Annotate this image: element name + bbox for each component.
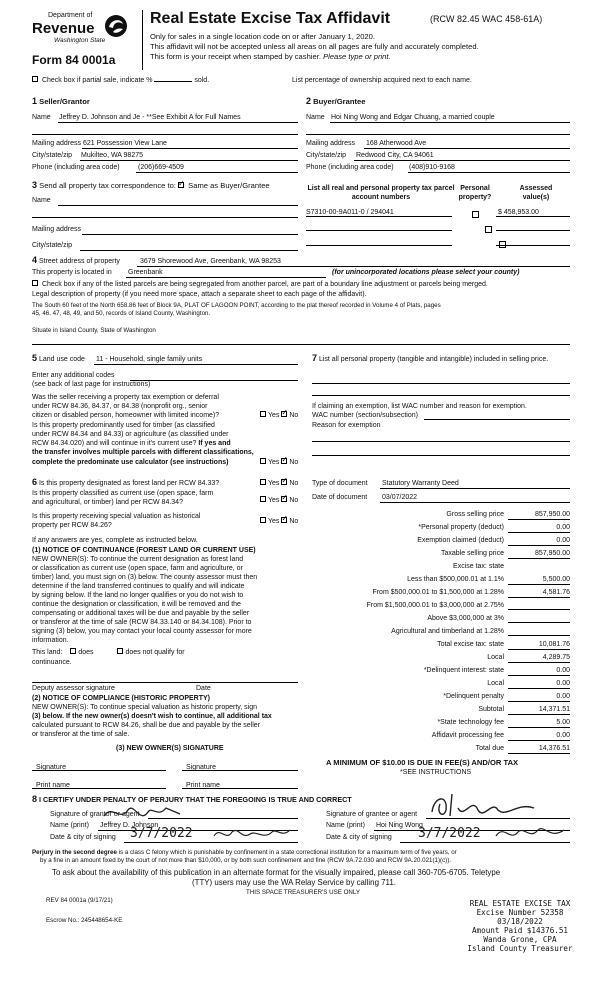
dept-line3: Washington State [54,37,106,44]
notice1-line: or transferor at the time of sale (RCW 84.33.140 or 84.34.108). Prior to [32,619,252,626]
seller-phone-label: Phone (including area code) [32,164,120,171]
assessed-line-3[interactable] [496,245,570,246]
wac-line[interactable] [424,419,570,420]
grantee-sig-label: Signature of grantee or agent [326,811,418,818]
tax-label: Gross selling price [446,511,504,518]
notice1-line: timber) land, you must sign on (3) below. The county assessor must then [32,574,258,581]
notice1-line: by signing below. If the land no longer qualifies or you do not wish to [32,592,244,599]
parcel-line-2[interactable] [306,230,452,231]
correspondence-heading: 3 Send all property tax correspondence to: ✓ Same as Buyer/Grantee [32,180,270,190]
seller-name[interactable]: Jeffrey D. Johnson and Je - **See Exhibit A for Full Names [59,114,241,121]
tax-label: Total due [475,745,504,752]
header-divider [142,10,143,70]
forest-q3-yes-no: Yes ✓ No [260,517,298,526]
buyer-city-line [354,160,570,161]
rev-number: REV 84 0001a (9/17/21) [46,897,113,904]
grantor-name-label: Name (print) [50,822,89,829]
tax-row [312,690,572,703]
exemption-question-2: under RCW 84.36, 84.37, or 84.38 (nonprofit org., senior [32,403,208,410]
legal-desc-line1: The South 60 feet of the North 658.86 feet of Block 9A, PLAT OF LAGOON POINT, according to the plat thereof recorded in Volume 4 of Plats, pages [32,302,441,309]
pp-line-1[interactable] [312,383,570,384]
additional-codes-label: Enter any additional codes [32,372,115,379]
tax-label: Local [487,654,504,661]
grantee-name[interactable]: Hoi Ning Wong [376,822,423,829]
tax-row [312,664,572,677]
timber-question-3: RCW 84.34.020) and will continue in it's current use? If yes and [32,440,231,447]
additional-codes-line[interactable] [130,380,298,381]
tax-row [312,625,572,638]
tax-value[interactable]: 0.00 [508,536,570,546]
tax-row [312,534,572,547]
landuse-code[interactable]: 11 - Household, single family units [96,356,203,363]
personal-property-col-header: Personal property? [458,185,492,201]
partial-sale-blank[interactable] [154,81,192,82]
exemption-wac-1: If claiming an exemption, list WAC number and reason for exemption. [312,403,527,410]
exemption-no-checkbox[interactable] [281,411,287,417]
form-number: Form 84 0001a [32,53,116,67]
grantor-date-label: Date & city of signing [50,834,116,841]
personal-property-checkbox-2[interactable] [485,226,492,233]
buyer-city-label: City/state/zip [306,152,347,159]
header-line2: This affidavit will not be accepted unless all areas on all pages are fully and accurately completed. [150,42,479,51]
seller-name-line2 [32,134,298,135]
notice2-line: (3) below. If the new owner(s) doesn't wish to continue, all additional tax [32,713,272,720]
corr-name-label: Name [32,197,51,204]
corr-name-line2 [32,217,298,218]
forest-q3-yes-checkbox[interactable] [260,517,266,523]
minimum-fee-line1: A MINIMUM OF $10.00 IS DUE IN FEE(S) AND/OR TAX [326,758,519,767]
tax-row [312,508,572,521]
reason-line-2[interactable] [312,455,570,456]
seller-phone-line [136,172,298,173]
dor-swirl-icon [104,14,128,38]
tax-row [312,716,572,729]
owner-sig-label-2: Signature [186,764,216,771]
tax-row [312,729,572,742]
grantee-date-label: Date & city of signing [326,834,392,841]
unincorporated-note: (for unincorporated locations please select your county) [332,269,520,276]
tax-table [312,508,572,755]
buyer-city[interactable]: Redwood City, CA 94061 [356,152,434,159]
forest-q2-no-checkbox[interactable] [281,496,287,502]
tax-value[interactable]: 5.00 [508,718,570,728]
continuance-text: continuance. [32,659,72,666]
this-land-row: This land: does does not qualify for [32,649,185,656]
exemption-wac-2: WAC number (section/subsection) [312,412,418,419]
tax-label: From $1,500,000.01 to $3,000,000 at 2.75% [366,602,504,609]
grantor-signature-icon [100,800,190,826]
grantee-name-label: Name (print) [326,822,365,829]
grantee-signature-icon [428,790,538,822]
tax-value[interactable]: 857,950.00 [508,549,570,559]
dept-line1: Department of [48,12,93,19]
same-as-buyer-checkbox[interactable] [178,182,184,188]
located-value[interactable]: Greenbank [128,269,163,276]
stamp-line: Island County Treasurer [467,944,573,953]
tax-value[interactable]: 0.00 [508,679,570,689]
stamp-line: Wanda Grone, CPA [483,935,557,944]
tax-value[interactable]: 4,289.75 [508,653,570,663]
accessibility-line2: (TTY) users may use the WA Relay Service by calling 711. [192,878,396,887]
assessed-col-header: Assessed value(s) [519,185,553,201]
seller-mailing-line [82,148,298,149]
timber-question-5: complete the predominate use calculator (see instructions) [32,459,229,466]
street-address[interactable]: 3679 Shorewood Ave, Greenbank, WA 98253 [140,258,281,265]
segregated-checkbox[interactable] [32,280,38,286]
segregated-row: Check box if any of the listed parcels are being segregated from another parcel, are part of a boundary line adjustment or parcels being merged. [32,280,572,289]
situate-text: Situate in Island County, State of Washington [32,327,156,334]
doc-type-label: Type of document [312,480,368,487]
forest-q2-1: Is this property classified as current use (open space, farm [32,490,214,497]
additional-codes-note: (see back of last page for instructions) [32,381,151,388]
forest-q2-yes-no: Yes ✓ No [260,496,298,505]
buyer-name-line2 [306,134,570,135]
tax-value[interactable]: 0.00 [508,666,570,676]
personal-property-checkbox-1[interactable] [472,211,479,218]
seller-city[interactable]: Mukilteo, WA 98275 [81,152,143,159]
deputy-sig-label: Deputy assessor signature [32,685,115,692]
buyer-name[interactable]: Hoi Ning Wong and Edgar Chuang, a married couple [331,114,495,121]
does-checkbox[interactable] [70,648,76,654]
corr-city-label: City/state/zip [32,242,73,249]
buyer-mailing-label: Mailing address [306,140,356,147]
exemption-yes-no: Yes ✓ No [260,411,298,420]
notice2-body [32,703,302,739]
timber-no-checkbox[interactable] [281,458,287,464]
buyer-phone[interactable]: (408)910-9168 [409,164,455,171]
buyer-mailing-line [364,148,570,149]
located-line [126,277,326,278]
notice1-line: determine if the land transferred continues to qualify and will indicate [32,583,245,590]
personal-property-heading: 7 List all personal property (tangible and intangible) included in selling price. [312,353,549,363]
doc-type[interactable]: Statutory Warranty Deed [382,480,459,487]
parcel-number[interactable]: S7310-00-9A011-0 / 294041 [306,209,394,216]
header-line3 [150,52,391,61]
tax-row [312,586,572,599]
forest-q3-no-checkbox[interactable] [281,517,287,523]
stamp-line: REAL ESTATE EXCISE TAX [469,899,571,908]
tax-value[interactable]: 5,500.00 [508,575,570,585]
stamp-line: Amount Paid $14376.51 [471,926,568,935]
located-label: This property is located in [32,269,112,276]
forest-q3-2: property per RCW 84.26? [32,522,112,529]
pp-line-2[interactable] [312,395,570,396]
tax-value[interactable]: 0.00 [508,692,570,702]
tax-row [312,651,572,664]
buyer-mailing[interactable]: 168 Atherwood Ave [366,140,427,147]
notice1-line: signing (3) below, you may contact your local county assessor for more [32,628,252,635]
parcel-line-3[interactable] [306,245,452,246]
deputy-date-label: Date [196,685,211,692]
form-title: Real Estate Excise Tax Affidavit [150,10,391,27]
tax-value[interactable]: 10,081.76 [508,640,570,650]
ownership-note: List percentage of ownership acquired next to each name. [292,77,472,84]
tax-row [312,677,572,690]
grantor-handwritten-date: 3/7/2022 [130,826,193,841]
notice1-line: compensating or additional taxes will be due and payable by the seller [32,610,250,617]
header-line3-a: This form is your receipt when stamped by cashier. [150,52,321,61]
timber-question-4: the transfer involves multiple parcels with different classifications, [32,449,254,456]
notice1-line: or classification as current use (open space, farm and agriculture, or [32,565,243,572]
minimum-fee-line2: *SEE INSTRUCTIONS [400,769,472,776]
notice1-body [32,555,302,645]
grantee-city-scribble-icon [494,822,566,844]
seller-mailing[interactable]: 621 Possession View Lane [83,140,167,147]
owner-print-label-1: Print name [36,782,70,789]
tax-label: *Personal property (deduct) [418,524,504,531]
tax-value[interactable] [508,614,570,623]
seller-city-line [80,160,298,161]
tax-label: Total excise tax: state [437,641,504,648]
tax-label: Exemption claimed (deduct) [417,537,504,544]
partial-sale-text: Check box if partial sale, indicate % [41,77,153,84]
tax-label: Local [487,680,504,687]
legal-desc-line2: 45, 46, 47, 48, 49, and 50, records of Island County, Washington. [32,310,211,317]
tax-value[interactable]: 0.00 [508,523,570,533]
grantor-city-scribble-icon [212,824,292,844]
tax-value[interactable] [508,601,570,610]
notice1-line: NEW OWNER(S): To continue the current designation as forest land [32,556,244,563]
notice2-title: (2) NOTICE OF COMPLIANCE (HISTORIC PROPERTY) [32,695,210,702]
does-not-checkbox[interactable] [117,648,123,654]
buyer-heading: 2 Buyer/Grantee [306,96,366,106]
notice1-line: continue the designation or classification, it will be removed and the [32,601,241,608]
corr-mailing-line[interactable] [82,234,298,235]
tax-value[interactable]: 4,581.76 [508,588,570,598]
doc-date-line [380,502,570,503]
buyer-phone-label: Phone (including area code) [306,164,394,171]
tax-label: *Delinquent penalty [443,693,504,700]
partial-sale-row [32,76,209,85]
assessed-line-2[interactable] [496,230,570,231]
doc-type-line [380,488,570,489]
notice1-title: (1) NOTICE OF CONTINUANCE (FOREST LAND OR CURRENT USE) [32,547,256,554]
header-line3-b: Please type or print. [323,52,391,61]
header-line1: Only for sales in a single location code on or after January 1, 2020. [150,32,375,41]
timber-question-1: Is this property predominantly used for timber (as classified [32,422,215,429]
parcel-line-1 [306,216,452,217]
tax-row [312,612,572,625]
treasurer-use: THIS SPACE TREASURER'S USE ONLY [246,889,360,896]
tax-value[interactable] [508,627,570,636]
seller-mailing-label: Mailing address [32,140,82,147]
assessed-line-1 [496,216,570,217]
timber-yes-no: Yes ✓ No [260,458,298,467]
landuse-line [94,364,298,365]
grantor-name[interactable]: Jeffrey D. Johnson [100,822,159,829]
street-address-row: 4 Street address of property [32,255,120,265]
forest-q1: 6 Is this property designated as forest land per RCW 84.33? [32,477,220,487]
perjury-line2: by a fine in an amount fixed by the court of not more than $10,000, or by both such confinement and fine (RCW 9A.72.030 and RCW 9A.20.021(1)(c)). [40,857,452,864]
form-title-ref: (RCW 82.45 WAC 458-61A) [430,14,543,24]
forest-q3-1: Is this property receiving special valuation as historical [32,513,201,520]
accessibility-line1: To ask about the availability of this publication in an alternate format for the visually impaired, please call 360-705-6705. Teletype [52,868,501,877]
corr-city-line[interactable] [80,250,298,251]
notice2-line: NEW OWNER(S): To continue special valuation as historic property, sign [32,704,257,711]
doc-date-label: Date of document [312,494,368,501]
stamp-line: Excise Number 52358 [476,908,564,917]
notice1-line: information. [32,637,69,644]
tax-row [312,599,572,612]
owner-sig-label-1: Signature [36,764,66,771]
tax-label: Less than $500,000.01 at 1.1% [407,576,504,583]
seller-city-label: City/state/zip [32,152,73,159]
partial-sale-sold: sold. [194,77,210,84]
seller-name-label: Name [32,114,51,121]
tax-label: Above $3,000,000 at 3% [427,615,504,622]
reason-line-1[interactable] [312,441,570,442]
timber-yes-checkbox[interactable] [260,458,266,464]
assessed-value[interactable]: $ 458,953.00 [498,209,539,216]
perjury-line1: Perjury in the second degree is a class C felony which is punishable by confinement in a state correctional institution for a maximum term of five years, or [32,849,457,856]
buyer-phone-line [408,172,570,173]
landuse-heading: 5 Land use code [32,353,85,363]
notice2-line: or transferor at the time of sale. [32,731,130,738]
legal-desc-bottom-line [32,344,570,345]
tax-label: Affidavit processing fee [431,732,504,739]
tax-label: Agricultural and timberland at 1.28% [391,628,504,635]
exemption-yes-checkbox[interactable] [260,411,266,417]
tax-row [312,742,572,755]
grantee-handwritten-date: 3/7/2022 [418,826,481,841]
tax-row [312,703,572,716]
forest-q2-yes-checkbox[interactable] [260,496,266,502]
partial-sale-checkbox[interactable] [32,76,38,82]
tax-row [312,560,572,573]
corr-mailing-label: Mailing address [32,226,82,233]
excise-stamp [452,899,588,953]
forest-q1-no-checkbox[interactable] [281,479,287,485]
legal-desc-label: Legal description of property (if you need more space, attach a separate sheet to each page of the affidavit). [32,291,367,298]
street-address-line [137,266,570,267]
exemption-question-3: citizen or disabled person, homeowner with limited income)? [32,412,220,419]
stamp-line: 03/18/2022 [497,917,543,926]
tax-label: Subtotal [478,706,504,713]
corr-name-line[interactable] [58,205,298,206]
deputy-sig-line[interactable] [32,682,298,683]
buyer-name-label: Name [306,114,325,121]
forest-q1-yes-no: Yes ✓ No [260,479,298,488]
notice3-title: (3) NEW OWNER(S) SIGNATURE [116,745,224,752]
notice2-line: calculated pursuant to RCW 84.26, shall be due and payable by the seller [32,722,261,729]
owner-print-label-2: Print name [186,782,220,789]
exemption-reason-label: Reason for exemption [312,422,381,429]
seller-phone[interactable]: (206)669-4509 [138,164,184,171]
seller-heading: 1 Seller/Grantor [32,96,90,106]
tax-label: *State technology fee [437,719,504,726]
tax-value[interactable]: 14,376.51 [508,744,570,754]
tax-row [312,638,572,651]
tax-row [312,521,572,534]
exemption-question-1: Was the seller receiving a property tax exemption or deferral [32,394,219,401]
tax-label: Excise tax: state [453,563,504,570]
any-yes-text: If any answers are yes, complete as instructed below. [32,537,198,544]
parcel-col-header: List all real and personal property tax parcel account numbers [307,185,455,201]
tax-value[interactable]: 14,371.51 [508,705,570,715]
tax-row [312,547,572,560]
timber-question-2: under RCW 84.34 and 84.33) or agriculture (as classified under [32,431,229,438]
forest-q2-2: and agricultural, or timber) land per RCW 84.34? [32,499,183,506]
tax-value[interactable]: 0.00 [508,731,570,741]
forest-q1-yes-checkbox[interactable] [260,479,266,485]
dept-line2: Revenue [32,20,95,37]
escrow-number: Escrow No.: 245448654-KE [46,917,123,924]
tax-label: Taxable selling price [440,550,504,557]
tax-label: *Delinquent interest: state [423,667,504,674]
grantor-sig-label: Signature of grantor or agent [50,811,140,818]
doc-date[interactable]: 03/07/2022 [382,494,418,501]
buyer-name-line [330,122,570,123]
certify-heading: 8 I CERTIFY UNDER PENALTY OF PERJURY THAT THE FOREGOING IS TRUE AND CORRECT [32,794,352,804]
dor-logo [30,12,130,46]
tax-label: From $500,000.01 to $1,500,000 at 1.28% [372,589,504,596]
tax-value[interactable]: 857,950.00 [508,510,570,520]
seller-name-line [58,122,298,123]
tax-row [312,573,572,586]
